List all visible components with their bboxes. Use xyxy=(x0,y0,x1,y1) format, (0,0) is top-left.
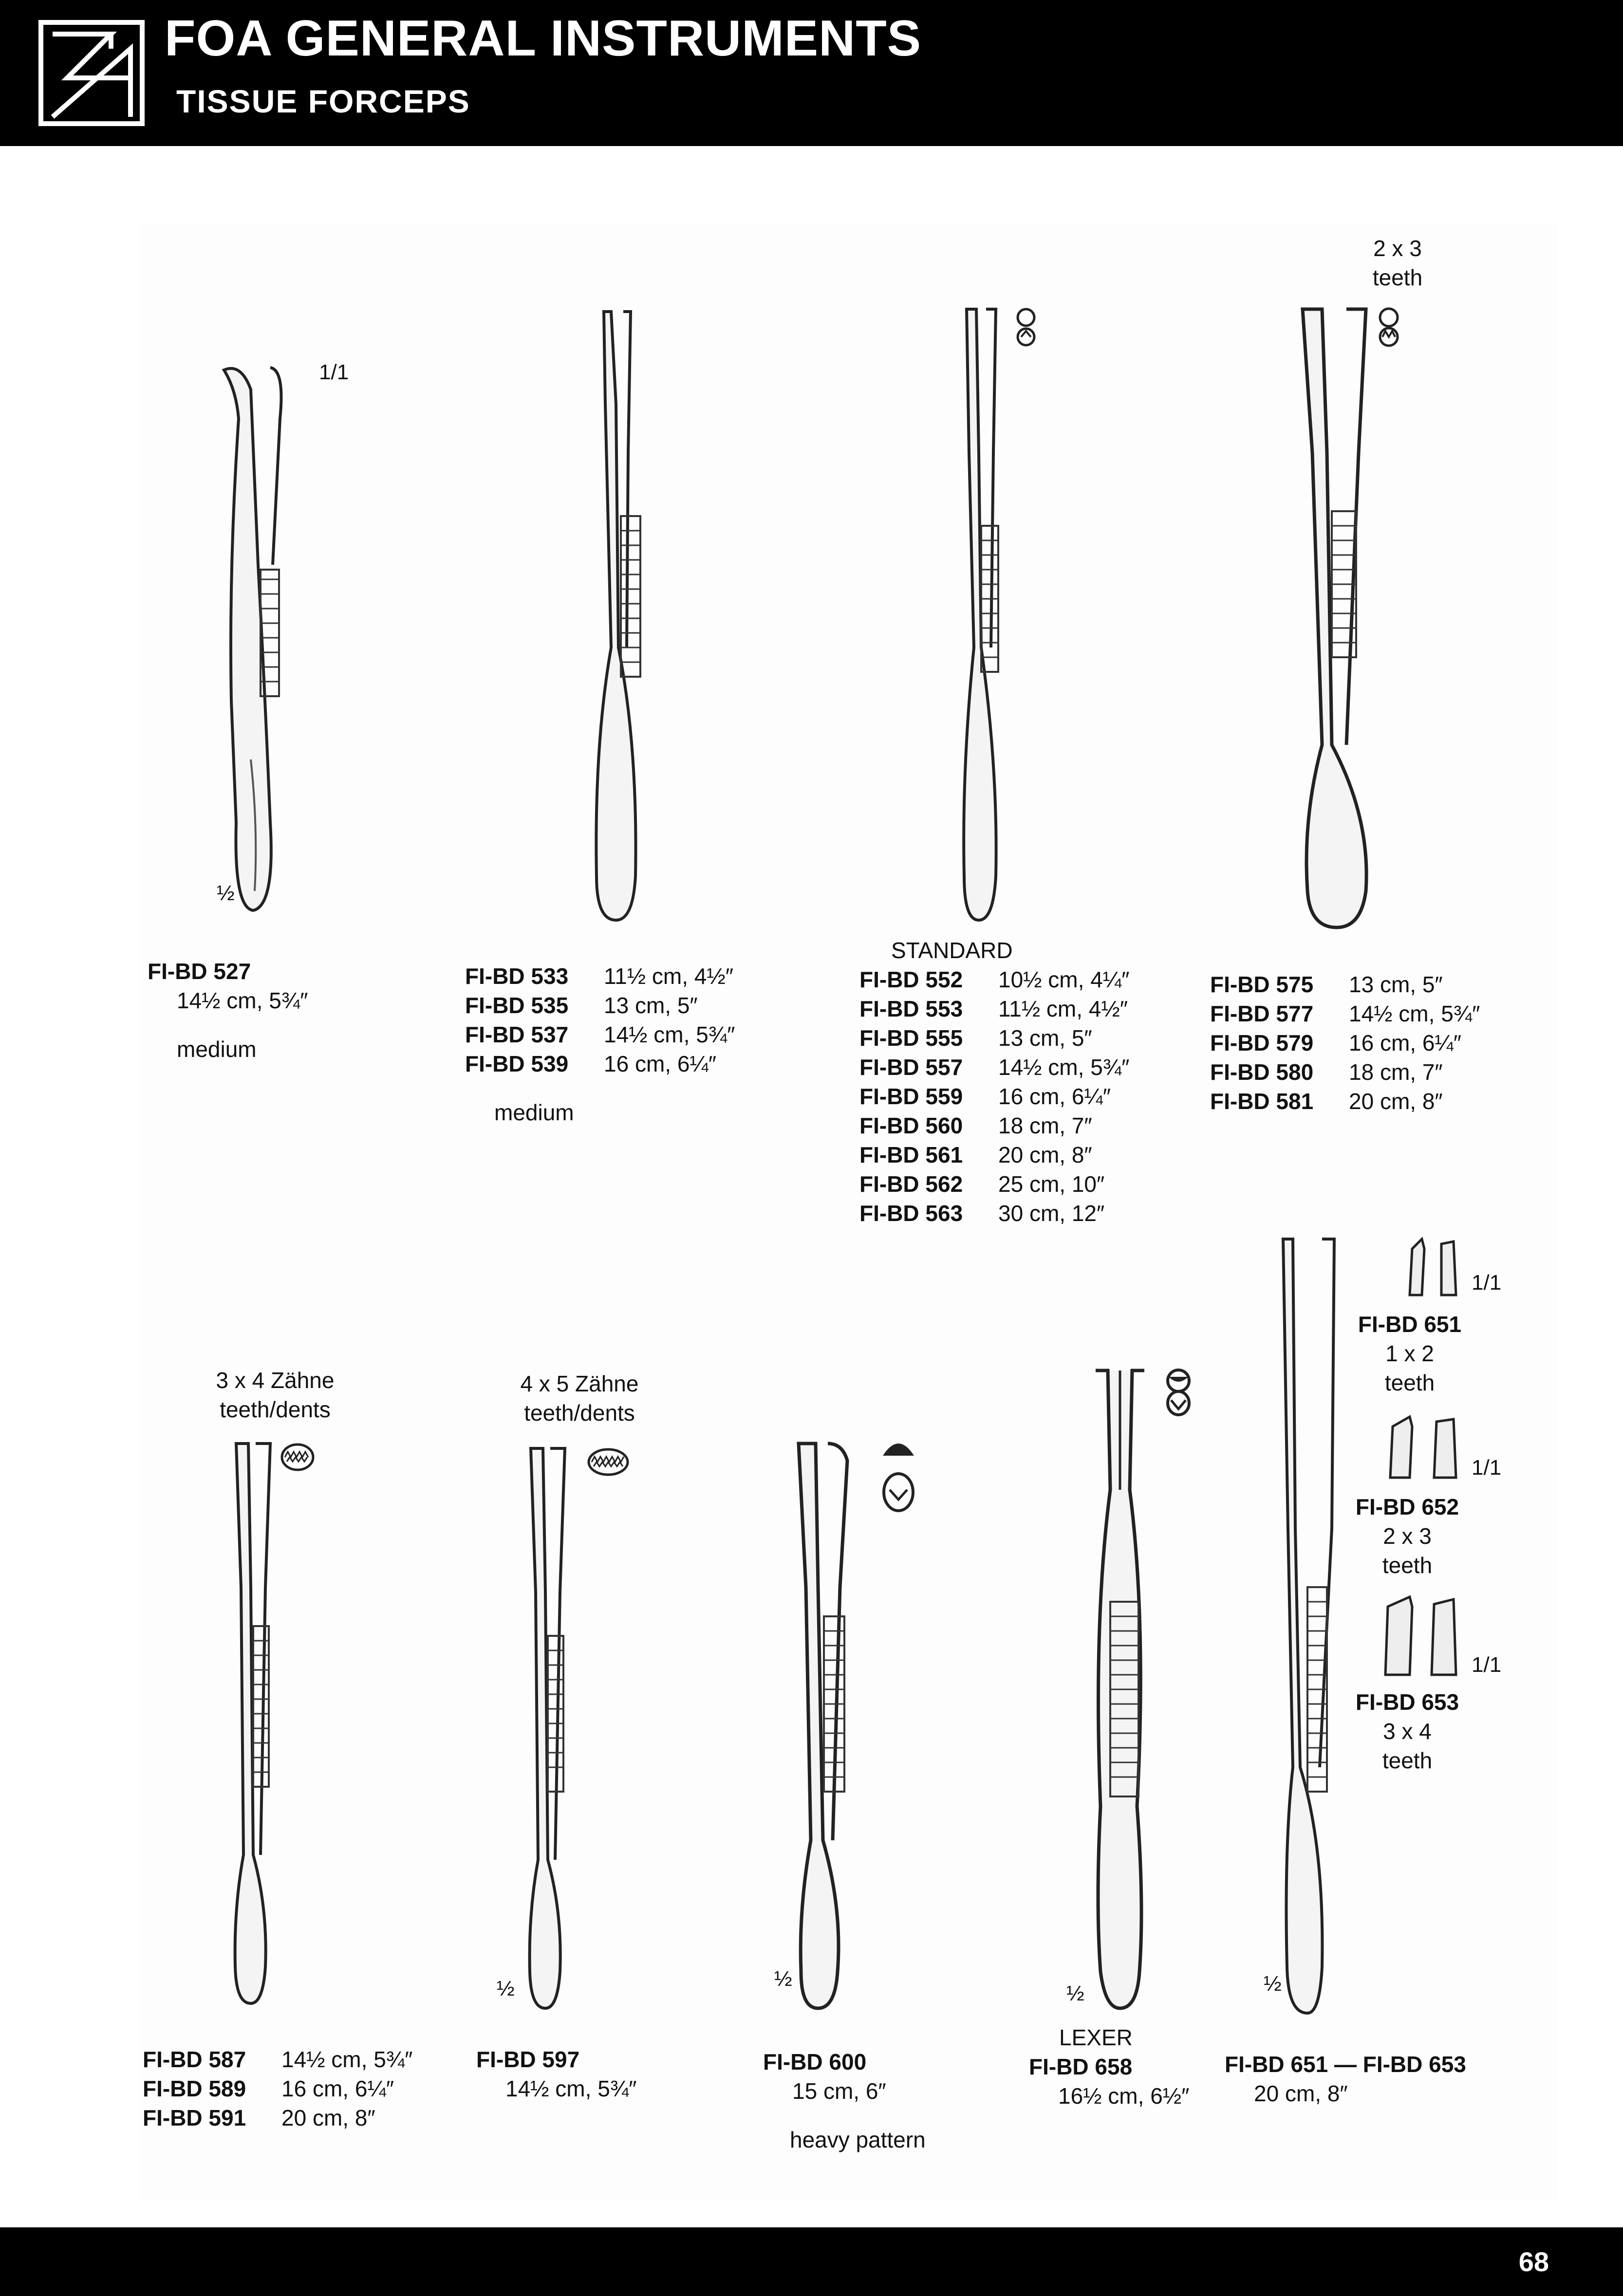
ratio-label-527-bottom: ½ xyxy=(217,881,235,905)
ratio-label-tip-652: 1/1 xyxy=(1472,1456,1502,1480)
label-tip-652: FI-BD 652 2 x 3 teeth xyxy=(1355,1494,1459,1578)
teeth-icon-4x5 xyxy=(587,1447,630,1477)
label-group-651-653: FI-BD 651 — FI-BD 653 20 cm, 8″ xyxy=(1225,2052,1466,2106)
tip-653-illustration xyxy=(1376,1592,1463,1680)
label-group-600: FI-BD 600 15 cm, 6″ heavy pattern xyxy=(763,2049,926,2152)
label-tip-653: FI-BD 653 3 x 4 teeth xyxy=(1355,1689,1459,1773)
label-group-658: LEXER FI-BD 658 16½ cm, 6½″ xyxy=(1029,2025,1190,2109)
forceps-597-illustration xyxy=(521,1446,575,2011)
teeth-icon-heavy xyxy=(879,1436,918,1514)
ratio-label-597: ½ xyxy=(497,1977,515,2000)
label-group-527: FI-BD 527 14½ cm, 5¾″ medium xyxy=(148,959,308,1062)
forceps-600-illustration xyxy=(789,1441,862,2011)
label-group-552: STANDARD FI-BD 552 10½ cm, 4¼″ FI-BD 553 11½ cm, 4½″ FI-BD 555 13 cm, 5″ FI-BD 557 14½ cm, 5¾″ FI-BD 559 16 cm, 6¼″ FI-BD 560 18 cm, 7″ FI-BD 561 20 cm, 8″ FI-BD 562 25 cm, 10″ FI-BD 563 30 cm, 12″ xyxy=(859,938,1130,1226)
ratio-label-658: ½ xyxy=(1066,1981,1084,2005)
forceps-533-illustration xyxy=(582,307,650,925)
forceps-552-illustration xyxy=(954,307,1008,925)
teeth-note-2x3: 2 x 3 teeth xyxy=(1372,236,1423,290)
ratio-label-651: ½ xyxy=(1264,1972,1282,1996)
tip-652-illustration xyxy=(1380,1412,1463,1480)
ratio-label-600: ½ xyxy=(774,1967,792,1991)
tip-651-illustration xyxy=(1402,1234,1461,1297)
catalog-title: FOA GENERAL INSTRUMENTS xyxy=(165,10,922,67)
teeth-icon-3x4 xyxy=(280,1442,315,1472)
catalog-subtitle: TISSUE FORCEPS xyxy=(176,83,470,119)
page-header xyxy=(0,0,1623,146)
forceps-587-illustration xyxy=(226,1441,280,2006)
label-group-575: FI-BD 575 13 cm, 5″ FI-BD 577 14½ cm, 5¾″ FI-BD 579 16 cm, 6¼″ FI-BD 580 18 cm, 7″ FI-BD 581 20 cm, 8″ xyxy=(1210,972,1480,1114)
teeth-icon-lexer xyxy=(1161,1368,1195,1417)
ratio-label-tip-653: 1/1 xyxy=(1472,1653,1502,1677)
forceps-575-illustration xyxy=(1293,307,1380,930)
teeth-note-587: 3 x 4 Zähne teeth/dents xyxy=(216,1368,335,1422)
label-group-533: FI-BD 533 11½ cm, 4½″ FI-BD 535 13 cm, 5″ FI-BD 537 14½ cm, 5¾″ FI-BD 539 16 cm, 6¼″ medium xyxy=(465,963,735,1125)
page-footer xyxy=(0,2227,1623,2296)
forceps-658-illustration xyxy=(1081,1368,1159,2011)
teeth-note-597: 4 x 5 Zähne teeth/dents xyxy=(520,1371,639,1426)
teeth-icon-2x3 xyxy=(1376,307,1402,348)
label-tip-651: FI-BD 651 1 x 2 teeth xyxy=(1358,1312,1462,1395)
forceps-651-illustration xyxy=(1273,1237,1346,2016)
page-number: 68 xyxy=(1518,2246,1549,2277)
brand-logo xyxy=(38,19,145,127)
label-group-587: FI-BD 587 14½ cm, 5¾″ FI-BD 589 16 cm, 6¼″ FI-BD 591 20 cm, 8″ xyxy=(143,2047,413,2130)
forceps-527-illustration xyxy=(212,360,295,920)
label-group-597: FI-BD 597 14½ cm, 5¾″ xyxy=(476,2047,637,2101)
ratio-label-527-top: 1/1 xyxy=(319,360,349,384)
ratio-label-tip-651: 1/1 xyxy=(1472,1271,1502,1295)
teeth-icon-1x2 xyxy=(1015,307,1037,348)
